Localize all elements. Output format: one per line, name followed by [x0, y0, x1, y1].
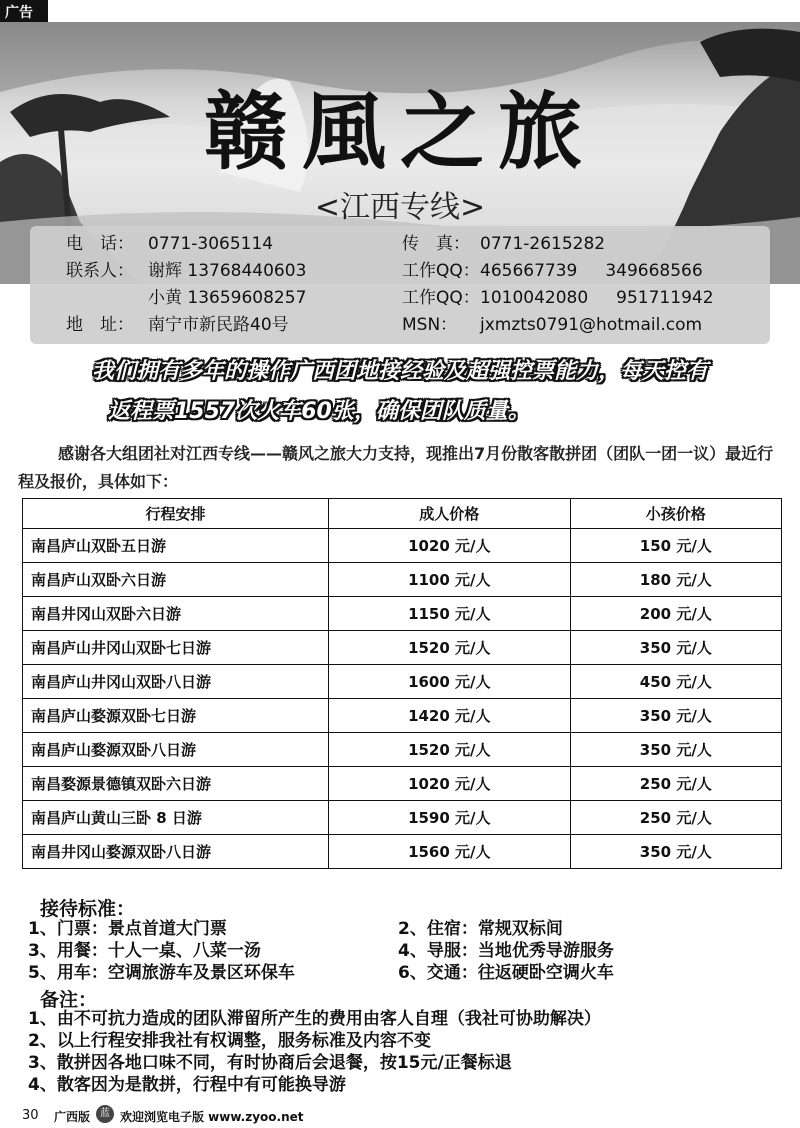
child-price: 250 元/人	[570, 767, 781, 801]
reception-item: 5、用车：空调旅游车及景区环保车	[28, 963, 295, 983]
child-price: 450 元/人	[570, 665, 781, 699]
reception-item: 4、导服：当地优秀导游服务	[398, 941, 614, 961]
notes-title: 备注：	[40, 989, 98, 1011]
qq-1a: 465667739	[480, 261, 578, 281]
note-item: 1、由不可抗力造成的团队滞留所产生的费用由客人自理（我社可协助解决）	[28, 1009, 601, 1029]
child-price: 350 元/人	[570, 733, 781, 767]
reception-title: 接待标准：	[40, 898, 136, 920]
table-row	[23, 563, 782, 597]
website-link[interactable]: 欢迎浏览电子版 www.zyoo.net	[120, 1110, 304, 1124]
adult-price: 1520 元/人	[329, 631, 571, 665]
table-row	[23, 835, 782, 869]
route-name: 南昌庐山双卧五日游	[23, 529, 329, 563]
qq-row-1	[402, 258, 703, 284]
child-price: 200 元/人	[570, 597, 781, 631]
slogan-line-2: 返程票1557次火车60张，确保团队质量。	[108, 399, 530, 424]
table-row	[23, 699, 782, 733]
msn-address: jxmzts0791@hotmail.com	[480, 315, 703, 335]
address: 南宁市新民路40号	[148, 315, 289, 335]
banner-subtitle: <江西专线>	[314, 190, 486, 225]
qq-2b: 951711942	[616, 288, 714, 308]
header-adult-price: 成人价格	[329, 499, 571, 529]
child-price: 250 元/人	[570, 801, 781, 835]
note-item: 3、散拼因各地口味不同，有时协商后会退餐，按15元/正餐标退	[28, 1053, 512, 1073]
note-item: 2、以上行程安排我社有权调整，服务标准及内容不变	[28, 1031, 431, 1051]
qq-1b: 349668566	[605, 261, 703, 281]
table-header-row	[23, 499, 782, 529]
route-name: 南昌井冈山婺源双卧八日游	[23, 835, 329, 869]
qq-row-2	[402, 285, 714, 311]
banner-title: 赣風之旅	[203, 82, 596, 181]
qq-label-1: 工作QQ：	[402, 261, 480, 281]
phone-row	[66, 231, 273, 257]
phone-number: 0771-3065114	[148, 234, 274, 254]
contact-person-1: 谢辉 13768440603	[148, 261, 307, 281]
table-row	[23, 767, 782, 801]
msn-row	[402, 312, 702, 338]
adult-price: 1420 元/人	[329, 699, 571, 733]
fax-number: 0771-2615282	[480, 234, 606, 254]
route-name: 南昌庐山井冈山双卧八日游	[23, 665, 329, 699]
page-number: 30	[22, 1108, 39, 1123]
adult-price: 1100 元/人	[329, 563, 571, 597]
fax-row	[402, 231, 605, 257]
address-row	[66, 312, 289, 338]
fax-label: 传 真：	[402, 234, 470, 254]
adult-price: 1020 元/人	[329, 529, 571, 563]
child-price: 350 元/人	[570, 631, 781, 665]
contact-person-2: 小黄 13659608257	[148, 288, 307, 308]
price-table	[22, 498, 782, 869]
contact-person-label: 联系人：	[66, 261, 134, 281]
contact-panel	[30, 226, 770, 344]
route-name: 南昌庐山婺源双卧七日游	[23, 699, 329, 733]
intro-paragraph: 感谢各大组团社对江西专线——赣风之旅大力支持，现推出7月份散客散拼团（团队一团一议）最近行程及报价，具体如下：	[18, 444, 774, 491]
slogan-line-1: 我们拥有多年的操作广西团地接经验及超强控票能力，每天控有	[91, 359, 708, 384]
child-price: 150 元/人	[570, 529, 781, 563]
edition-label: 广西版	[54, 1110, 91, 1124]
table-row	[23, 597, 782, 631]
adult-price: 1020 元/人	[329, 767, 571, 801]
notes-list	[28, 1008, 768, 1096]
reception-item: 2、住宿：常规双标间	[398, 919, 563, 939]
child-price: 180 元/人	[570, 563, 781, 597]
phone-label: 电 话：	[66, 234, 134, 254]
address-label: 地 址：	[66, 315, 134, 335]
contact-person-row-2	[66, 285, 306, 311]
adult-price: 1590 元/人	[329, 801, 571, 835]
header-route: 行程安排	[23, 499, 329, 529]
ad-tag: 广告	[0, 0, 48, 22]
table-row	[23, 801, 782, 835]
child-price: 350 元/人	[570, 835, 781, 869]
reception-item: 1、门票：景点首道大门票	[28, 919, 227, 939]
reception-item: 3、用餐：十人一桌、八菜一汤	[28, 941, 261, 961]
adult-price: 1560 元/人	[329, 835, 571, 869]
child-price: 350 元/人	[570, 699, 781, 733]
table-row	[23, 665, 782, 699]
route-name: 南昌庐山黄山三卧 8 日游	[23, 801, 329, 835]
header-child-price: 小孩价格	[570, 499, 781, 529]
reception-item: 6、交通：往返硬卧空调火车	[398, 963, 614, 983]
route-name: 南昌婺源景德镇双卧六日游	[23, 767, 329, 801]
table-row	[23, 631, 782, 665]
adult-price: 1520 元/人	[329, 733, 571, 767]
route-name: 南昌庐山井冈山双卧七日游	[23, 631, 329, 665]
contact-person-row	[66, 258, 306, 284]
route-name: 南昌庐山婺源双卧八日游	[23, 733, 329, 767]
note-item: 4、散客因为是散拼，行程中有可能换导游	[28, 1075, 346, 1095]
qq-2a: 1010042080	[480, 288, 589, 308]
route-name: 南昌井冈山双卧六日游	[23, 597, 329, 631]
table-row	[23, 529, 782, 563]
adult-price: 1150 元/人	[329, 597, 571, 631]
page-footer	[0, 1102, 800, 1128]
brand-logo-icon: 蓝	[96, 1105, 114, 1123]
qq-label-2: 工作QQ：	[402, 288, 480, 308]
adult-price: 1600 元/人	[329, 665, 571, 699]
table-row	[23, 733, 782, 767]
msn-label: MSN：	[402, 315, 458, 335]
route-name: 南昌庐山双卧六日游	[23, 563, 329, 597]
